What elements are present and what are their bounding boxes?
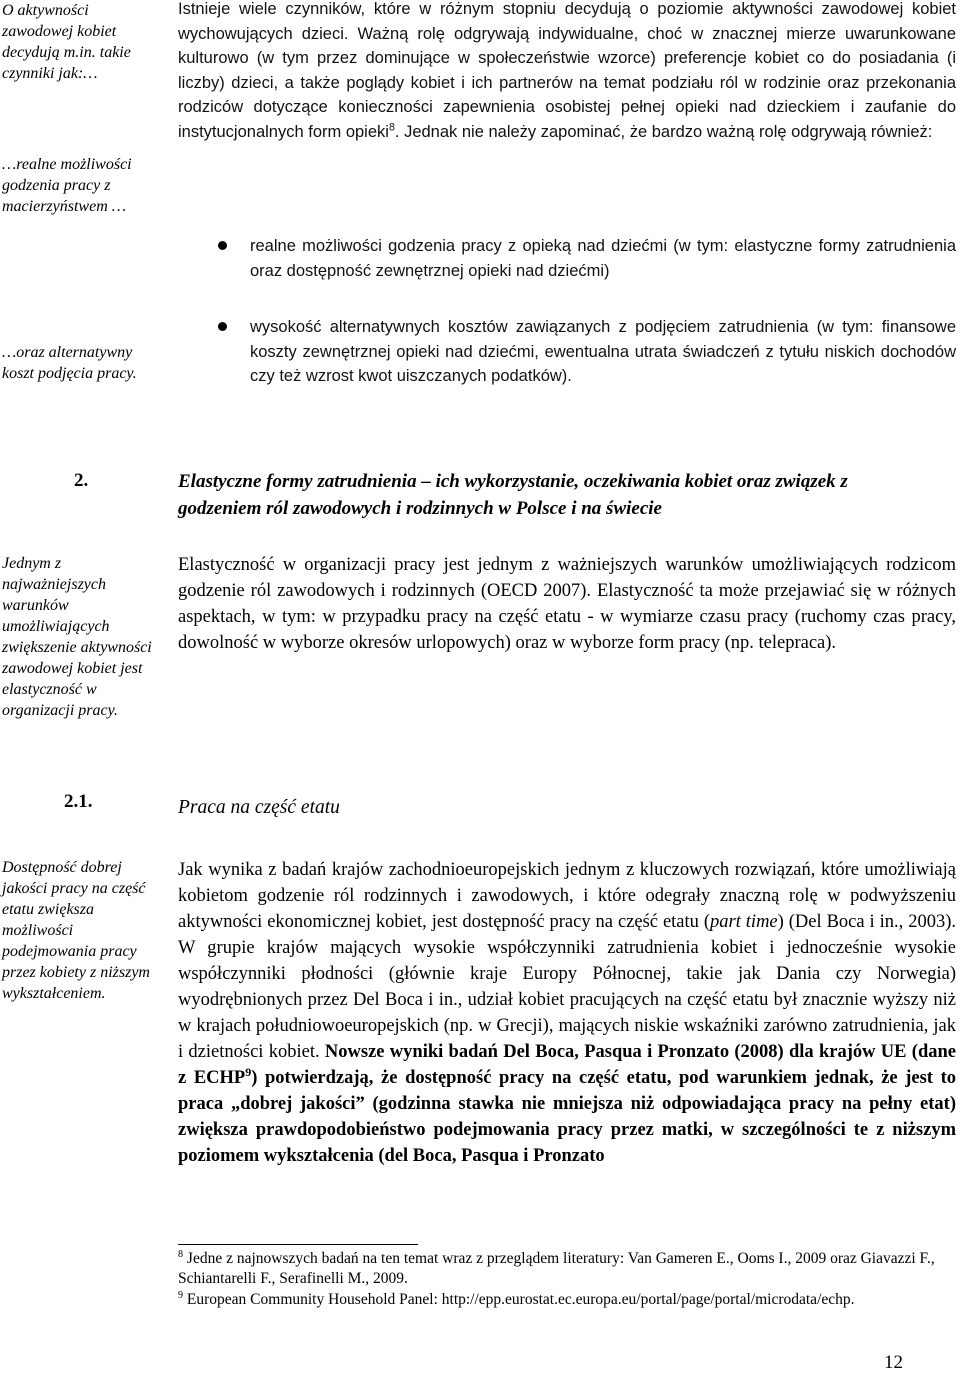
intro-text-b: . Jednak nie należy zapominać, że bardzo ważną rolę odgrywają również: <box>394 122 933 141</box>
footnote-9-number: 9 <box>178 1289 184 1301</box>
section-21-bold-b: ) potwierdzają, że dostępność pracy na część etatu, pod warunkiem jednak, że jest to praca „dobrej jakości” (godzinna stawka nie mniejsza niż odpowiadająca pracy na pełny etat) zwiększa prawdopodobieństwo podejmowania pracy przez matki, w szczególności te z niższym poziomem wykształcenia (del Boca, Pasqua i Pronzato <box>178 1068 956 1166</box>
margin-note-factors: O aktywności zawodowej kobiet decydują m.in. takie czynniki jak:… <box>2 2 131 82</box>
footnote-8 <box>178 1249 938 1289</box>
bullet-item-alt-cost: wysokość alternatywnych kosztów zawiązanych z podjęciem zatrudnienia (w tym: finansowe koszty zewnętrznej opieki nad dziećmi, ewentualna utrata świadczeń z tytułu niskich dochodów czy też wzrost kwot uiszczanych podatków). <box>250 318 956 385</box>
section-21-number: 2.1. <box>64 791 93 812</box>
margin-note-flexibility: Jednym z najważniejszych warunków umożliwiających zwiększenie aktywności zawodowej kobiet jest elastyczność w organizacji pracy. <box>2 555 152 719</box>
section-21-paragraph <box>178 857 956 1169</box>
footnote-8-text: Jedne z najnowszych badań na ten temat wraz z przeglądem literatury: Van Gameren E., Ooms I., 2009 oraz Giavazzi F., Schiantarelli F., Serafinelli M., 2009. <box>178 1250 935 1287</box>
section-2-title: Elastyczne formy zatrudnienia – ich wykorzystanie, oczekiwania kobiet oraz związek z godzeniem ról zawodowych i rodzinnych w Polsce i na świecie <box>178 471 848 519</box>
margin-note-part-time: Dostępność dobrej jakości pracy na część etatu zwiększa możliwości podejmowania pracy przez kobiety z niższym wykształceniem. <box>2 859 150 1002</box>
section-21-italic: part time <box>710 912 778 932</box>
section-21-text-b: ) (Del Boca i in., 2003). W grupie krajów mających wysokie współczynniki zatrudnienia kobiet i jednocześnie wysokie współczynniki płodności (głównie kraje Europy Północnej, takie jak Dania czy Norwegia) wyodrębnionych przez Del Boca i in., udział kobiet pracujących na część etatu był znacznie wyższy niż w krajach południowoeuropejskich (np. w Grecji), mających niskie wskaźniki zarówno zatrudnienia, jak i dzietności kobiet. <box>178 912 956 1062</box>
intro-paragraph <box>178 0 956 144</box>
footnote-separator <box>178 1244 418 1245</box>
page-number: 12 <box>884 1352 903 1373</box>
footnote-9-text[interactable]: European Community Household Panel: http://epp.eurostat.ec.europa.eu/portal/page/portal/microdata/echp. <box>186 1291 855 1308</box>
footnote-8-number: 8 <box>178 1248 184 1260</box>
footnote-9 <box>178 1290 938 1310</box>
section-2-number: 2. <box>74 470 89 491</box>
margin-note-alt-cost: …oraz alternatywny koszt podjęcia pracy. <box>2 344 137 382</box>
intro-text-a: Istnieje wiele czynników, które w różnym stopniu decydują o poziomie aktywności zawodowej kobiet wychowujących dzieci. Ważną rolę odgrywają indywidualne, choć w znacznej mierze uwarunkowane kulturowo (w tym przez dominujące w społeczeństwie wzorce) preferencje kobiet co do posiadania (i liczby) dzieci, a także poglądy kobiet i ich partnerów na temat podziału ról w rodzinie oraz przekonania rodziców dotyczące konieczności zapewnienia osobistej pełnej opieki nad dzieckiem i zaufanie do instytucjonalnych form opieki <box>178 0 956 141</box>
section-21-title: Praca na część etatu <box>178 797 340 818</box>
section-21-bold-a: Nowsze wyniki badań Del Boca, Pasqua i Pronzato (2008) dla krajów UE (dane z ECHP <box>178 1042 956 1088</box>
margin-note-work-life: …realne możliwości godzenia pracy z macierzyństwem … <box>2 156 132 215</box>
bullet-dot <box>218 322 227 331</box>
footnote-ref-9[interactable]: 9 <box>245 1064 252 1079</box>
section-21-text-a: Jak wynika z badań krajów zachodnioeuropejskich jednym z kluczowych rozwiązań, które umożliwiają kobietom godzenie ról rodzinnych i zawodowych, i które odegrały znaczną rolę w podwyższeniu aktywności ekonomicznej kobiet, jest dostępność pracy na część etatu ( <box>178 860 956 932</box>
section-2-paragraph: Elastyczność w organizacji pracy jest jednym z ważniejszych warunków umożliwiających rodzicom godzenie ról zawodowych i rodzinnych (OECD 2007). Elastyczność ta może przejawiać się w różnych aspektach, w tym: w przypadku pracy na część etatu - w wymiarze czasu pracy (ruchomy czas pracy, dowolność w wyborze okresów urlopowych) oraz w wyborze form pracy (np. telepraca). <box>178 555 956 653</box>
bullet-dot <box>218 241 227 250</box>
bullet-item-work-life: realne możliwości godzenia pracy z opieką nad dziećmi (w tym: elastyczne formy zatrudnienia oraz dostępność zewnętrznej opieki nad dziećmi) <box>250 237 956 280</box>
footnote-ref-8[interactable]: 8 <box>388 121 395 133</box>
